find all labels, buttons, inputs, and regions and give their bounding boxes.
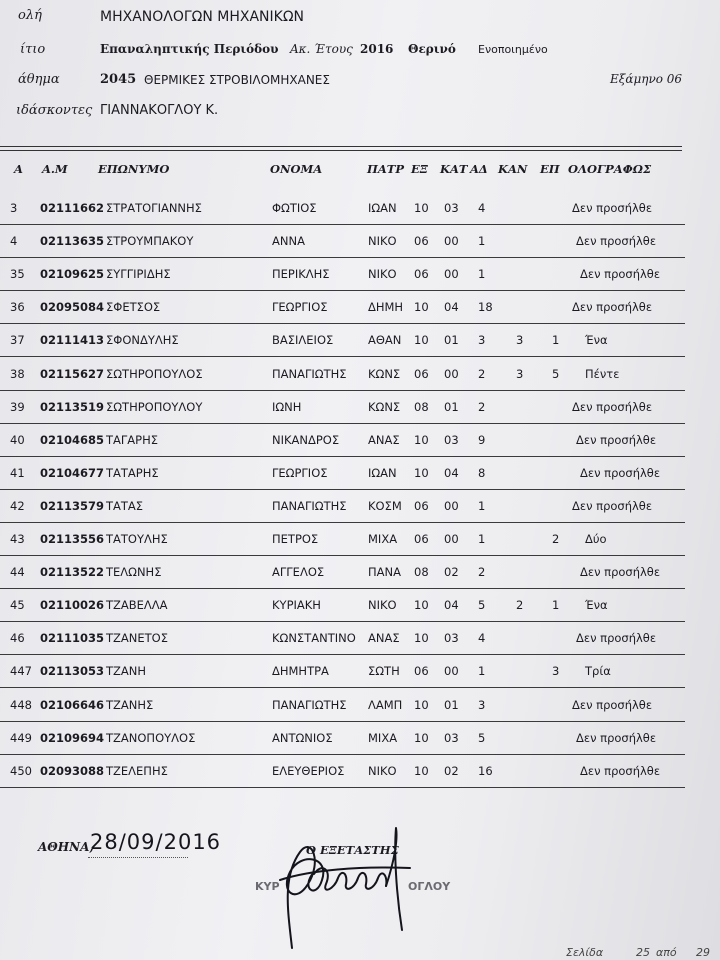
- cell-ex: 08: [414, 565, 429, 580]
- cell-surname: ΣΤΡΑΤΟΓΙΑΝΝΗΣ: [106, 201, 202, 215]
- cell-num: 3: [10, 201, 18, 215]
- cell-am: 02113579: [40, 498, 105, 513]
- table-row: [0, 457, 700, 490]
- cell-ep: 5: [552, 366, 560, 381]
- cell-ep: 2: [552, 532, 560, 546]
- col-patr: ΠΑΤΡ: [367, 162, 404, 176]
- col-name: ΟΝΟΜΑ: [270, 162, 323, 176]
- cell-ex: 10: [414, 432, 429, 447]
- cell-ex: 10: [414, 631, 429, 646]
- cell-num: 38: [10, 366, 25, 381]
- cell-ad: 3: [478, 697, 486, 712]
- cell-ex: 06: [414, 664, 429, 679]
- cell-kan: 3: [516, 366, 524, 381]
- col-words: ΟΛΟΓΡΑΦΩΣ: [568, 162, 652, 176]
- cell-kat: 01: [444, 399, 459, 414]
- cell-surname: ΣΦΟΝΔΥΛΗΣ: [106, 333, 179, 348]
- cell-kat: 02: [444, 565, 459, 580]
- cell-am: 02111662: [40, 201, 105, 215]
- cell-num: 42: [10, 498, 25, 513]
- cell-words: Δεν προσήλθε: [576, 234, 657, 249]
- cell-words: Δύο: [585, 532, 607, 546]
- cell-name: ΚΥΡΙΑΚΗ: [272, 598, 321, 613]
- date-underline: [88, 857, 188, 858]
- cell-ad: 2: [478, 366, 486, 381]
- cell-num: 37: [10, 333, 25, 348]
- table-row: [0, 622, 700, 655]
- cell-ex: 10: [414, 201, 429, 215]
- cell-ad: 4: [478, 201, 486, 215]
- school-label: ολή: [18, 8, 42, 23]
- cell-name: ΑΝΝΑ: [272, 234, 305, 249]
- cell-surname: ΤΕΛΩΝΗΣ: [106, 565, 162, 580]
- cell-name: ΝΙΚΑΝΔΡΟΣ: [272, 432, 340, 447]
- cell-am: 02113556: [40, 532, 105, 546]
- cell-ad: 1: [478, 267, 486, 282]
- cell-name: ΓΕΩΡΓΙΟΣ: [272, 465, 328, 480]
- table-row: [0, 192, 700, 225]
- cell-ep: 1: [552, 333, 560, 348]
- cell-kat: 03: [444, 730, 459, 745]
- examiner-name-end: ΟΓΛΟΥ: [408, 880, 451, 893]
- cell-words: Δεν προσήλθε: [572, 300, 653, 315]
- cell-name: ΠΕΡΙΚΛΗΣ: [272, 267, 330, 282]
- cell-num: 36: [10, 300, 25, 315]
- cell-num: 43: [10, 532, 25, 546]
- cell-words: Δεν προσήλθε: [576, 432, 657, 447]
- cell-ex: 10: [414, 730, 429, 745]
- cell-patr: ΝΙΚΟ: [368, 763, 397, 778]
- cell-ad: 18: [478, 300, 493, 315]
- cell-surname: ΣΩΤΗΡΟΠΟΥΛΟΣ: [106, 366, 203, 381]
- cell-surname: ΤΖΕΛΕΠΗΣ: [106, 763, 168, 778]
- cell-patr: ΚΩΝΣ: [368, 366, 401, 381]
- cell-patr: ΜΙΧΑ: [368, 532, 398, 546]
- cell-am: 02095084: [40, 300, 105, 315]
- cell-words: Δεν προσήλθε: [580, 465, 661, 480]
- table-row: [0, 689, 700, 722]
- cell-patr: ΑΘΑΝ: [368, 333, 402, 348]
- cell-ex: 08: [414, 399, 429, 414]
- cell-words: Δεν προσήλθε: [576, 730, 657, 745]
- table-row: [0, 424, 700, 457]
- year-label: Ακ. Έτους: [290, 42, 353, 56]
- cell-ad: 4: [478, 631, 486, 646]
- cell-ex: 10: [414, 465, 429, 480]
- cell-ad: 2: [478, 399, 486, 414]
- cell-name: ΑΓΓΕΛΟΣ: [272, 565, 325, 580]
- cell-am: 02104677: [40, 465, 105, 480]
- school-value: ΜΗΧΑΝΟΛΟΓΩΝ ΜΗΧΑΝΙΚΩΝ: [100, 9, 305, 25]
- cell-kat: 00: [444, 498, 459, 513]
- table-row: [0, 391, 700, 424]
- cell-name: ΠΕΤΡΟΣ: [272, 532, 319, 546]
- cell-ad: 5: [478, 598, 486, 613]
- cell-words: Τρία: [585, 664, 611, 679]
- cell-surname: ΤΖΑΝΕΤΟΣ: [106, 631, 168, 646]
- cell-surname: ΤΖΑΝΗΣ: [106, 697, 154, 712]
- cell-surname: ΣΦΕΤΣΟΣ: [106, 300, 161, 315]
- cell-kat: 03: [444, 201, 459, 215]
- cell-surname: ΤΖΑΒΕΛΛΑ: [106, 598, 168, 613]
- table-top-rule: [0, 146, 682, 147]
- cell-ex: 06: [414, 532, 429, 546]
- cell-name: ΑΝΤΩΝΙΟΣ: [272, 730, 333, 745]
- signature-mark: [270, 822, 420, 952]
- cell-ex: 06: [414, 267, 429, 282]
- table-row: [0, 258, 700, 291]
- cell-words: Δεν προσήλθε: [572, 498, 653, 513]
- cell-words: Δεν προσήλθε: [576, 631, 657, 646]
- cell-patr: ΝΙΚΟ: [368, 234, 397, 249]
- cell-patr: ΙΩΑΝ: [368, 465, 397, 480]
- cell-num: 41: [10, 465, 25, 480]
- table-row: [0, 225, 700, 258]
- cell-patr: ΠΑΝΑ: [368, 565, 401, 580]
- cell-num: 46: [10, 631, 25, 646]
- page-of: από: [656, 946, 677, 959]
- cell-patr: ΝΙΚΟ: [368, 598, 397, 613]
- table-row: [0, 556, 700, 589]
- col-surname: ΕΠΩΝΥΜΟ: [98, 162, 170, 176]
- season-value: Θερινό: [408, 42, 456, 56]
- cell-name: ΕΛΕΥΘΕΡΙΟΣ: [272, 763, 345, 778]
- cell-words: Δεν προσήλθε: [572, 201, 653, 215]
- cell-kat: 04: [444, 598, 459, 613]
- cell-num: 4: [10, 234, 18, 249]
- cell-kat: 03: [444, 432, 459, 447]
- table-row: [0, 490, 700, 523]
- cell-am: 02113522: [40, 565, 105, 580]
- cell-surname: ΤΑΤΑΡΗΣ: [106, 465, 159, 480]
- cell-words: Ένα: [585, 598, 608, 613]
- cell-name: ΙΩΝΗ: [272, 399, 302, 414]
- course-label: άθημα: [18, 72, 60, 87]
- page-total: 29: [696, 946, 710, 959]
- cell-kat: 00: [444, 366, 459, 381]
- cell-am: 02106646: [40, 697, 105, 712]
- unified-value: Ενοποιημένο: [478, 43, 548, 56]
- cell-ex: 06: [414, 366, 429, 381]
- table-row: [0, 291, 700, 324]
- table-row: [0, 655, 700, 688]
- cell-kat: 00: [444, 234, 459, 249]
- cell-num: 35: [10, 267, 25, 282]
- cell-patr: ΙΩΑΝ: [368, 201, 397, 215]
- cell-patr: ΚΟΣΜ: [368, 498, 402, 513]
- col-kan: ΚΑΝ: [498, 162, 528, 176]
- cell-num: 450: [10, 763, 32, 778]
- cell-ex: 06: [414, 498, 429, 513]
- cell-num: 39: [10, 399, 25, 414]
- semester-value: Εξάμηνο 06: [610, 72, 683, 86]
- col-kat: ΚΑΤ: [440, 162, 468, 176]
- cell-num: 45: [10, 598, 25, 613]
- table-row: [0, 589, 700, 622]
- cell-name: ΦΩΤΙΟΣ: [272, 201, 317, 215]
- col-ad: ΑΔ: [470, 162, 488, 176]
- handwritten-date: 28/09/2016: [90, 830, 222, 854]
- cell-am: 02113053: [40, 664, 105, 679]
- cell-num: 447: [10, 664, 32, 679]
- row-divider: [0, 787, 685, 788]
- cell-name: ΚΩΝΣΤΑΝΤΙΝΟ: [272, 631, 356, 646]
- cell-patr: ΑΝΑΣ: [368, 432, 400, 447]
- page-label: Σελίδα: [566, 946, 604, 959]
- cell-patr: ΝΙΚΟ: [368, 267, 397, 282]
- cell-ad: 8: [478, 465, 486, 480]
- cell-ad: 9: [478, 432, 486, 447]
- cell-kat: 04: [444, 300, 459, 315]
- cell-ex: 06: [414, 234, 429, 249]
- cell-words: Δεν προσήλθε: [580, 565, 661, 580]
- cell-words: Δεν προσήλθε: [580, 267, 661, 282]
- cell-ex: 10: [414, 697, 429, 712]
- teachers-value: ΓΙΑΝΝΑΚΟΓΛΟΥ Κ.: [100, 103, 219, 118]
- cell-kat: 00: [444, 267, 459, 282]
- table-row: [0, 324, 700, 357]
- cell-patr: ΛΑΜΠ: [368, 697, 403, 712]
- period-value: Επαναληπτικής Περιόδου: [100, 42, 279, 56]
- cell-ex: 10: [414, 763, 429, 778]
- cell-surname: ΤΑΓΑΡΗΣ: [106, 432, 159, 447]
- cell-kat: 02: [444, 763, 459, 778]
- cell-kat: 00: [444, 664, 459, 679]
- cell-num: 40: [10, 432, 25, 447]
- cell-am: 02113635: [40, 234, 105, 249]
- col-am: Α.Μ: [42, 162, 68, 176]
- cell-patr: ΑΝΑΣ: [368, 631, 400, 646]
- cell-surname: ΤΖΑΝΗ: [106, 664, 147, 679]
- table-row: [0, 358, 700, 391]
- course-name: ΘΕΡΜΙΚΕΣ ΣΤΡΟΒΙΛΟΜΗΧΑΝΕΣ: [144, 73, 330, 87]
- cell-ad: 1: [478, 498, 486, 513]
- cell-ep: 1: [552, 598, 560, 613]
- cell-patr: ΚΩΝΣ: [368, 399, 401, 414]
- place-label: ΑΘΗΝΑ,: [38, 840, 94, 854]
- cell-ad: 5: [478, 730, 486, 745]
- cell-num: 449: [10, 730, 32, 745]
- cell-name: ΠΑΝΑΓΙΩΤΗΣ: [272, 697, 347, 712]
- col-ex: ΕΞ: [411, 162, 428, 176]
- course-code: 2045: [100, 72, 137, 87]
- table-row: [0, 755, 700, 788]
- cell-name: ΠΑΝΑΓΙΩΤΗΣ: [272, 366, 347, 381]
- table-header: [0, 162, 700, 182]
- teachers-label: ιδάσκοντες: [16, 103, 93, 118]
- cell-patr: ΔΗΜΗ: [368, 300, 404, 315]
- cell-kat: 03: [444, 631, 459, 646]
- cell-am: 02109625: [40, 267, 105, 282]
- cell-am: 02110026: [40, 598, 105, 613]
- cell-words: Δεν προσήλθε: [580, 763, 661, 778]
- cell-surname: ΣΥΓΓΙΡΙΔΗΣ: [106, 267, 171, 282]
- cell-surname: ΣΤΡΟΥΜΠΑΚΟΥ: [106, 234, 194, 249]
- cell-am: 02113519: [40, 399, 105, 414]
- cell-am: 02111035: [40, 631, 105, 646]
- period-label: ίτιο: [20, 42, 46, 57]
- cell-kat: 01: [444, 697, 459, 712]
- cell-am: 02104685: [40, 432, 105, 447]
- cell-surname: ΤΖΑΝΟΠΟΥΛΟΣ: [106, 730, 196, 745]
- cell-words: Ένα: [585, 333, 608, 348]
- cell-ad: 1: [478, 532, 486, 546]
- cell-am: 02093088: [40, 763, 105, 778]
- cell-kat: 01: [444, 333, 459, 348]
- year-value: 2016: [360, 42, 394, 56]
- cell-surname: ΤΑΤΑΣ: [106, 498, 144, 513]
- cell-am: 02115627: [40, 366, 105, 381]
- cell-kat: 04: [444, 465, 459, 480]
- cell-kan: 3: [516, 333, 524, 348]
- cell-ad: 3: [478, 333, 486, 348]
- cell-words: Δεν προσήλθε: [572, 399, 653, 414]
- cell-num: 448: [10, 697, 32, 712]
- col-num: Α: [14, 162, 23, 176]
- cell-ex: 10: [414, 333, 429, 348]
- cell-ad: 16: [478, 763, 493, 778]
- table-top-rule-inner: [0, 150, 682, 151]
- table-row: [0, 523, 700, 556]
- page-current: 25: [636, 946, 650, 959]
- examiner-label: Ο ΕΞΕΤΑΣΤΗΣ: [306, 843, 399, 857]
- cell-am: 02109694: [40, 730, 105, 745]
- examiner-name-start: ΚΥΡ: [255, 880, 280, 893]
- cell-ep: 3: [552, 664, 560, 679]
- cell-name: ΠΑΝΑΓΙΩΤΗΣ: [272, 498, 347, 513]
- cell-surname: ΤΑΤΟΥΛΗΣ: [106, 532, 168, 546]
- cell-name: ΓΕΩΡΓΙΟΣ: [272, 300, 328, 315]
- cell-ex: 10: [414, 300, 429, 315]
- cell-kat: 00: [444, 532, 459, 546]
- cell-name: ΔΗΜΗΤΡΑ: [272, 664, 329, 679]
- cell-num: 44: [10, 565, 25, 580]
- cell-ad: 1: [478, 664, 486, 679]
- cell-kan: 2: [516, 598, 524, 613]
- cell-patr: ΣΩΤΗ: [368, 664, 400, 679]
- cell-words: Δεν προσήλθε: [572, 697, 653, 712]
- cell-ad: 2: [478, 565, 486, 580]
- cell-am: 02111413: [40, 333, 105, 348]
- col-ep: ΕΠ: [540, 162, 560, 176]
- cell-patr: ΜΙΧΑ: [368, 730, 398, 745]
- cell-name: ΒΑΣΙΛΕΙΟΣ: [272, 333, 334, 348]
- table-row: [0, 722, 700, 755]
- cell-ad: 1: [478, 234, 486, 249]
- cell-ex: 10: [414, 598, 429, 613]
- cell-surname: ΣΩΤΗΡΟΠΟΥΛΟΥ: [106, 399, 203, 414]
- cell-words: Πέντε: [585, 366, 620, 381]
